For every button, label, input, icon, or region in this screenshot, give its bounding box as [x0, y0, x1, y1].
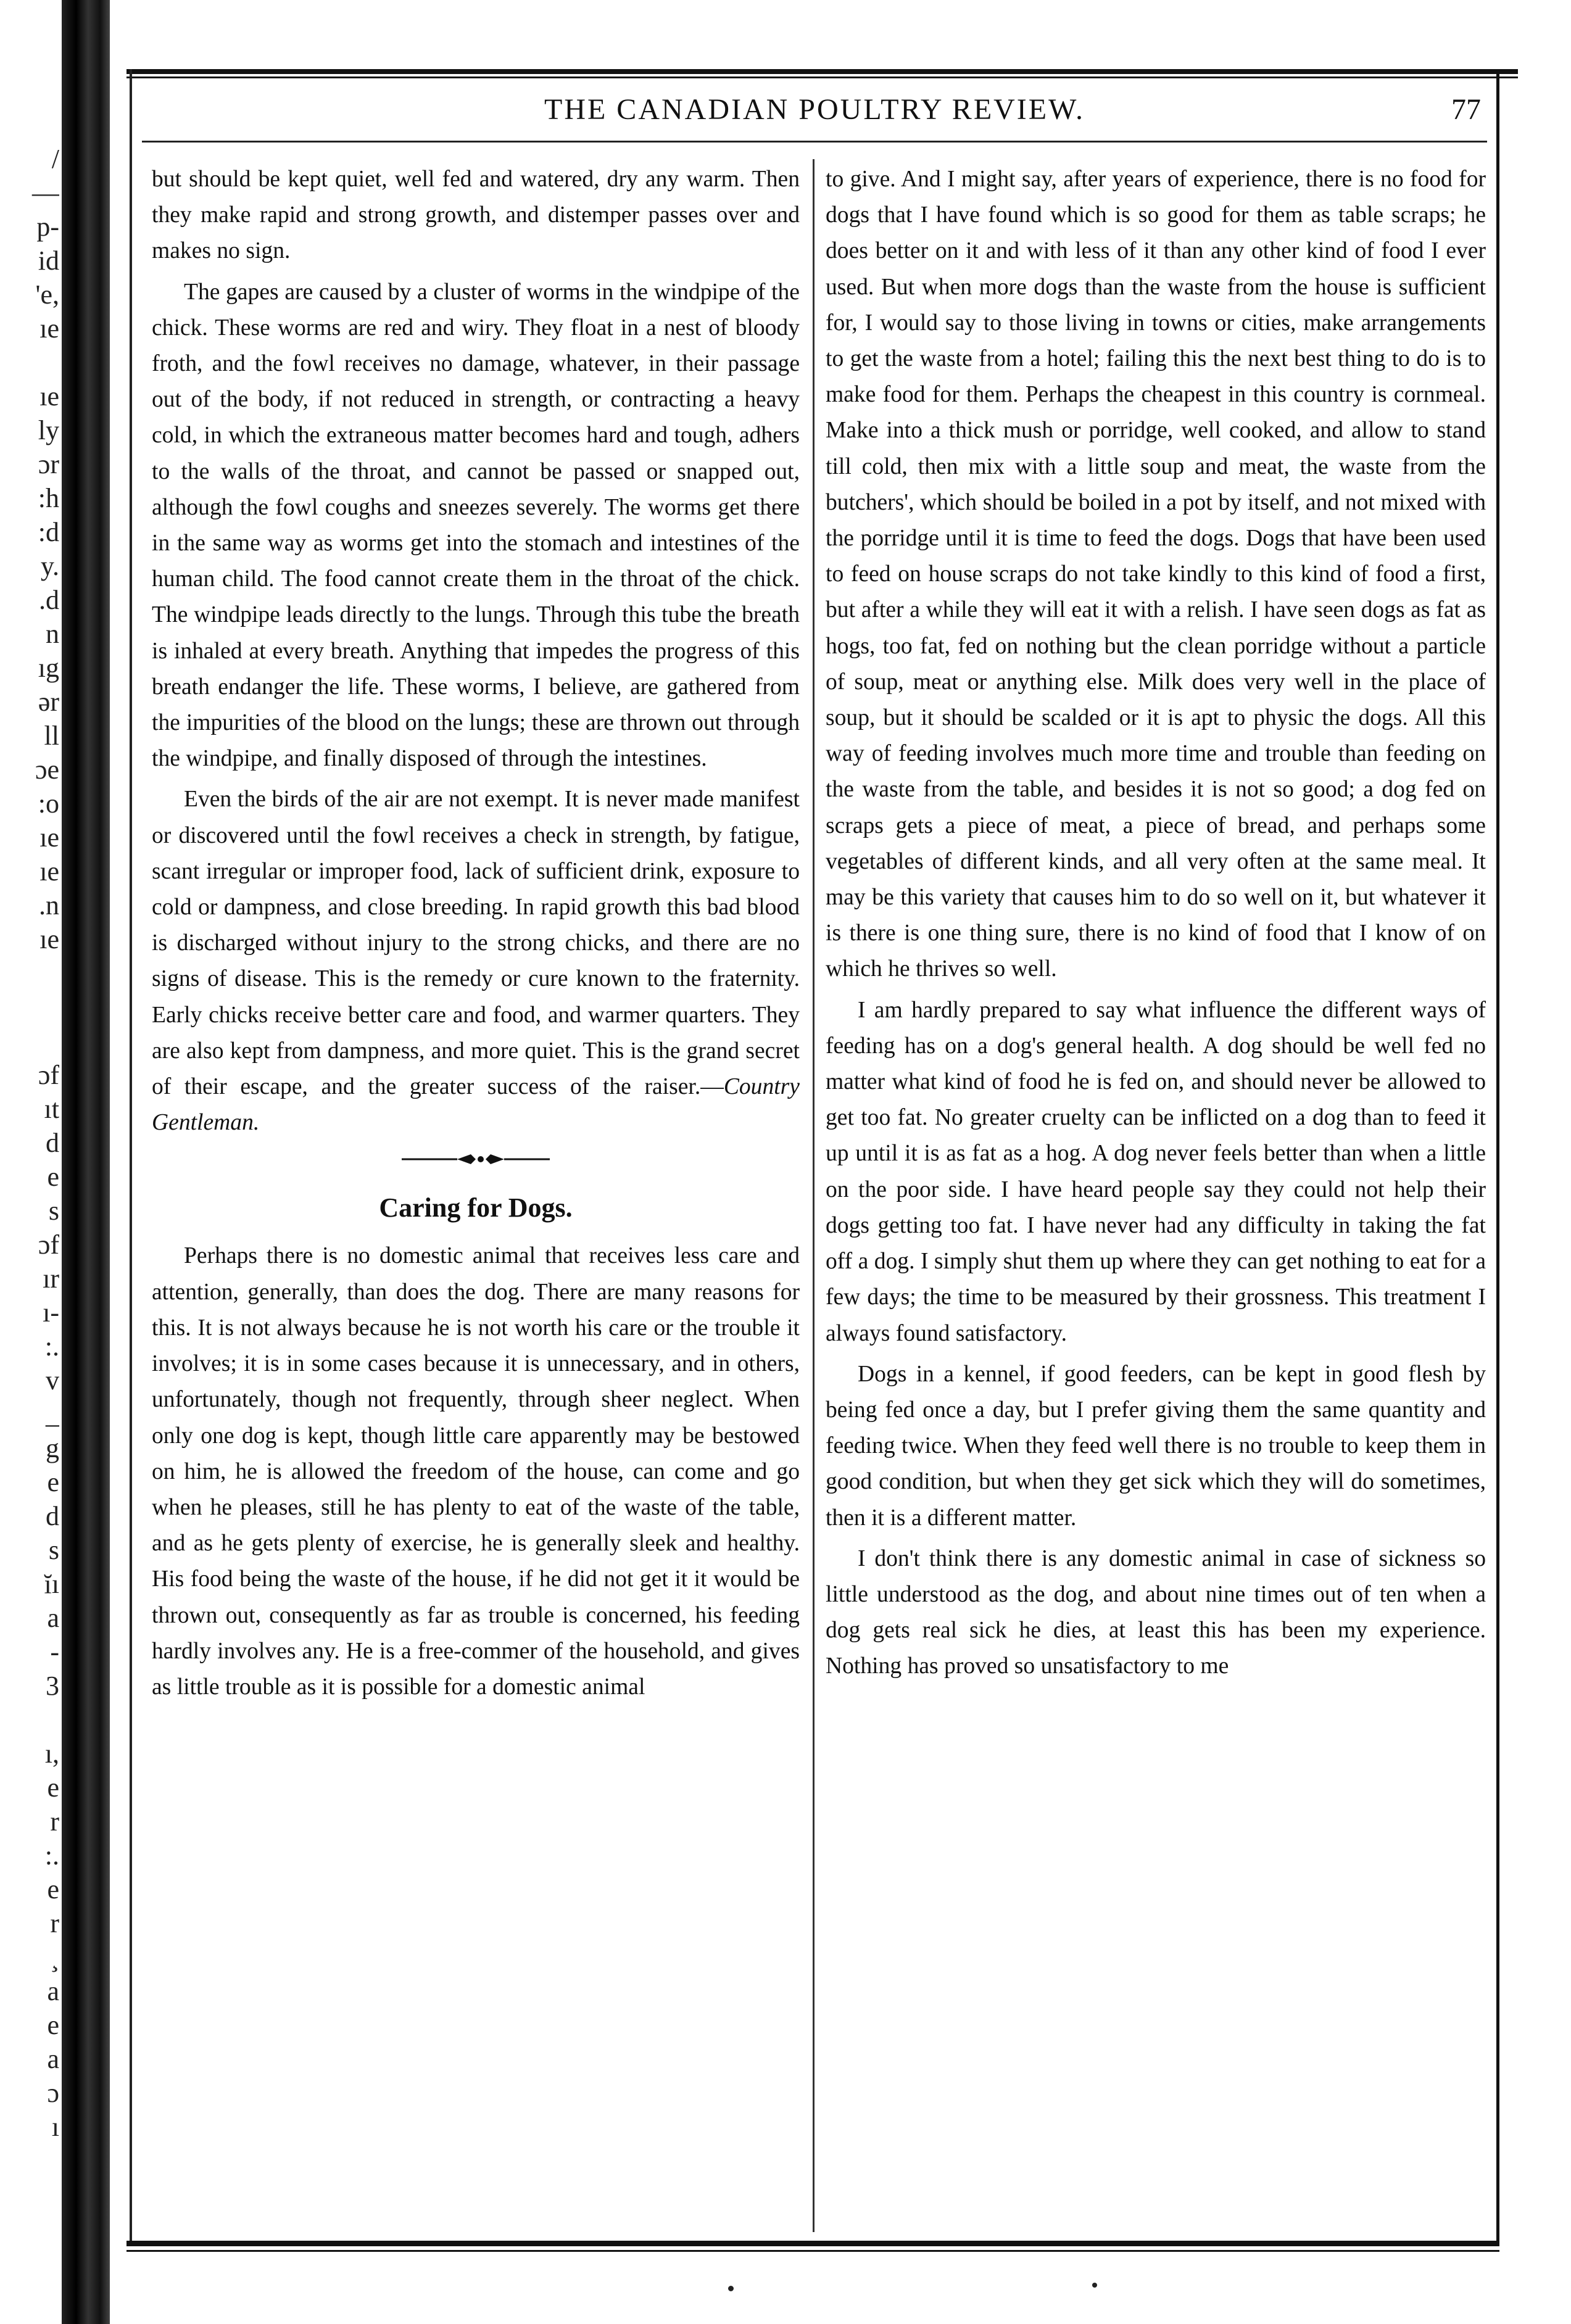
bleed-fragment: ər	[38, 687, 59, 717]
frame-left-rule	[130, 69, 132, 2241]
bleed-fragment: :.	[44, 1331, 59, 1362]
bleed-fragment: r	[50, 1806, 59, 1837]
bleed-fragment: ɔ	[47, 2078, 59, 2108]
bleed-fragment: ıe	[39, 924, 59, 954]
journal-title: THE CANADIAN POULTRY REVIEW.	[544, 93, 1085, 126]
right-paragraph-4: I don't think there is any domestic animal in case of sickness so little understood as the dog, and about nine times out of ten when a dog gets real sick he dies, at least this has been my experience. Nothing has proved so unsatisfactory to me	[826, 1545, 1486, 1679]
header-rule	[142, 141, 1487, 143]
bleed-fragment: y.	[40, 551, 59, 581]
bleed-fragment: e	[47, 1467, 59, 1497]
bleed-fragment: ıe	[39, 822, 59, 853]
scan-speck	[1092, 2283, 1097, 2288]
running-header	[142, 91, 1487, 134]
ornament-rule-icon	[396, 1147, 556, 1172]
left-column	[152, 162, 800, 2235]
frame-right-rule	[1496, 69, 1499, 2241]
bleed-fragment: ıt	[44, 1094, 59, 1124]
bleed-fragment: :h	[38, 483, 59, 513]
bleed-fragment: d	[46, 1501, 59, 1531]
bleed-fragment: id	[38, 246, 59, 276]
left-paragraph-1: but should be kept quiet, well fed and watered, dry any warm. Then they make rapid and strong growth, and distemper passes over and makes no sign.	[152, 167, 800, 264]
bleed-fragment: :d	[38, 517, 59, 547]
right-paragraph-1: to give. And I might say, after years of experience, there is no food for dogs that I have found which is so good for them as table scraps; he does better on it and with less of it than any other kind of food I ever used. But when more dogs than the waste from the house is sufficient for, I would say to those living in towns or cities, make arrangements to get the waste from a hotel; failing this the next best thing to do is to make food for them. Perhaps the cheapest in this country is cornmeal. Make into a thick mush or porridge, well cooked, and allow to stand till cold, then mix with a little soup and meat, the waste from the butchers', which should be boiled in a pot by itself, and not mixed with the porridge until it is time to feed the dogs. Dogs that have been used to feed on house scraps do not take kindly to this kind of food a first, but after a while they will eat it with a relish. I have seen dogs as fat as hogs, too fat, fed on nothing but the clean porridge without a particle of soup, meat or anything else. Milk does very well in the place of soup, but it should be scalded or it is apt to physic the dogs. All this way of feeding involves much more time and trouble than feeding on the waste from the table, and besides it is not so good; a dog fed on scraps gets a piece of meat, a piece of bread, and perhaps some vegetables of different kinds, and all very often at the same meal. It may be this variety that causes him to do so well on it, but whatever it is there is one thing sure, there is no kind of food that I know of on which he thrives so well.	[826, 167, 1486, 982]
bleed-fragment: ɔf	[38, 1230, 59, 1260]
bleed-fragment: /	[51, 144, 59, 174]
bleed-fragment: —	[32, 178, 59, 208]
adjacent-page-bleed	[0, 142, 59, 2270]
bleed-fragment: ɔr	[38, 449, 59, 479]
left-paragraph-3-text: Even the birds of the air are not exempt. It is never made manifest or discovered until the fowl receives a check in strength, by fatigue, scant irregular or improper food, lack of sufficient drink, exposure to cold or dampness, and close breeding. In rapid growth this bad blood is discharged without injury to the strong chicks, and there are no signs of disease. This is the remedy or cure known to the fraternity. Early chicks receive better care and food, and warmer quarters. They are also kept from dampness, and more quiet. This is the grand secret of their escape, and the greater success of the raiser.—	[152, 787, 800, 1100]
bleed-fragment: ıe	[39, 381, 59, 411]
bleed-fragment	[0, 345, 59, 379]
bleed-fragment: ¸	[50, 1942, 59, 1972]
section-title: Caring for Dogs.	[379, 1193, 573, 1223]
bleed-fragment: ĭı	[44, 1569, 59, 1599]
frame-top-rule	[126, 69, 1518, 74]
bleed-fragment: .d	[39, 585, 59, 615]
bleed-fragment: n	[46, 619, 59, 649]
bleed-fragment: s	[48, 1196, 59, 1226]
frame-bottom-rule	[126, 2241, 1499, 2246]
page-number: 77	[1451, 93, 1481, 126]
bleed-fragment: ır	[43, 1263, 59, 1294]
bleed-fragment: s	[48, 1535, 59, 1565]
bleed-fragment: ı,	[44, 1739, 59, 1769]
bleed-fragment: a	[47, 1976, 59, 2006]
bleed-fragment	[0, 956, 59, 990]
source-byline: Country Gentleman.	[152, 1074, 800, 1136]
bleed-fragment: a	[47, 2044, 59, 2074]
scan-speck	[728, 2286, 734, 2291]
bleed-fragment: :.	[44, 1840, 59, 1871]
section-ornament	[152, 1147, 800, 1184]
bleed-fragment: 3	[46, 1671, 59, 1701]
bleed-fragment: 'e,	[35, 279, 59, 310]
bleed-fragment: ı-	[43, 1297, 59, 1328]
bleed-fragment	[0, 990, 59, 1024]
frame-bottom-rule-thin	[126, 2250, 1499, 2252]
bleed-fragment: e	[47, 1162, 59, 1192]
right-paragraph-3: Dogs in a kennel, if good feeders, can be kept in good flesh by being fed once a day, but I prefer giving them the same quantity and feeding twice. When they feed well there is no trouble to keep them in good condition, but when they get sick which they will do sometimes, then it is a different matter.	[826, 1361, 1486, 1531]
bleed-fragment: d	[46, 1128, 59, 1158]
right-paragraph-2: I am hardly prepared to say what influence the different ways of feeding has on a dog's general health. A dog should be well fed no matter what kind of food he is fed on, and should never be allowed to get too fat. No greater cruelty can be inflicted on a dog than to feed it up until it is as fat as a hog. A dog never feels better than when a little on the poor side. I have heard people say they could not help their dogs getting too fat. I have never had any difficulty in taking the fat off a dog. I simply shut them up where they can get nothing to eat for a few days; the time to be measured by their grossness. This treatment I always found satisfactory.	[826, 997, 1486, 1346]
bleed-fragment: a	[47, 1603, 59, 1633]
bleed-fragment: e	[47, 1874, 59, 1904]
bleed-fragment: ıe	[39, 856, 59, 887]
bleed-fragment: g	[46, 1433, 59, 1463]
left-paragraph-3	[152, 782, 800, 1141]
bleed-fragment: ll	[44, 721, 59, 751]
bleed-fragment: ıg	[38, 653, 59, 683]
bleed-fragment: r	[50, 1908, 59, 1938]
binding-strip	[62, 0, 110, 2324]
bleed-fragment: -	[50, 1637, 59, 1667]
bleed-fragment: _	[46, 1399, 59, 1429]
right-column	[826, 162, 1486, 2235]
bleed-fragment: p-	[36, 212, 59, 242]
bleed-fragment: ıe	[39, 313, 59, 344]
bleed-fragment: :o	[38, 788, 59, 819]
bleed-fragment	[0, 1024, 59, 1058]
bleed-fragment: ı	[51, 2112, 59, 2142]
bleed-fragment: ɔf	[38, 1060, 59, 1090]
bleed-fragment: ly	[38, 415, 59, 445]
bleed-fragment: e	[47, 2010, 59, 2040]
bleed-fragment: v	[46, 1365, 59, 1396]
column-divider	[813, 159, 815, 2232]
bleed-fragment: ɔe	[35, 755, 59, 785]
bleed-fragment: e	[47, 1772, 59, 1803]
bleed-fragment: .n	[39, 890, 59, 920]
bleed-fragment	[0, 1703, 59, 1737]
left-paragraph-2: The gapes are caused by a cluster of worms in the windpipe of the chick. These worms are red and wiry. They float in a nest of bloody froth, and the fowl receives no damage, whatever, in their passage out of the body, if not reduced in strength, or contracting a heavy cold, in which the extraneous matter becomes hard and tough, adhers to the walls of the throat, and cannot be passed or snapped out, although the fowl coughs and sneezes severely. The worms get there in the same way as worms get into the stomach and intestines of the human child. The food cannot create them in the throat of the chick. The windpipe leads directly to the lungs. Through this tube the breath is inhaled at every breath. Anything that impedes the progress of this breath endanger the life. These worms, I believe, are gathered from the impurities of the blood on the lungs; these are thrown out through the windpipe, and finally disposed of through the intestines.	[152, 279, 800, 772]
left-paragraph-4: Perhaps there is no domestic animal that receives less care and attention, generally, than does the dog. There are many reasons for this. It is not always because he is not worth his care or the trouble it involves; it is in some cases because it is unnecessary, and in others, unfortunately, though not frequently, through sheer neglect. When only one dog is kept, though little care apparently may be bestowed on him, he is allowed the freedom of the house, can come and go when he pleases, still he has plenty to eat of the waste of the table, and as he gets plenty of exercise, he is generally sleek and healthy. His food being the waste of the house, if he did not get it it would be thrown out, consequently as far as trouble is concerned, his feeding hardly involves any. He is a free-commer of the household, and gives as little trouble as it is possible for a domestic animal	[152, 1243, 800, 1700]
frame-top-rule-thin	[126, 77, 1518, 78]
